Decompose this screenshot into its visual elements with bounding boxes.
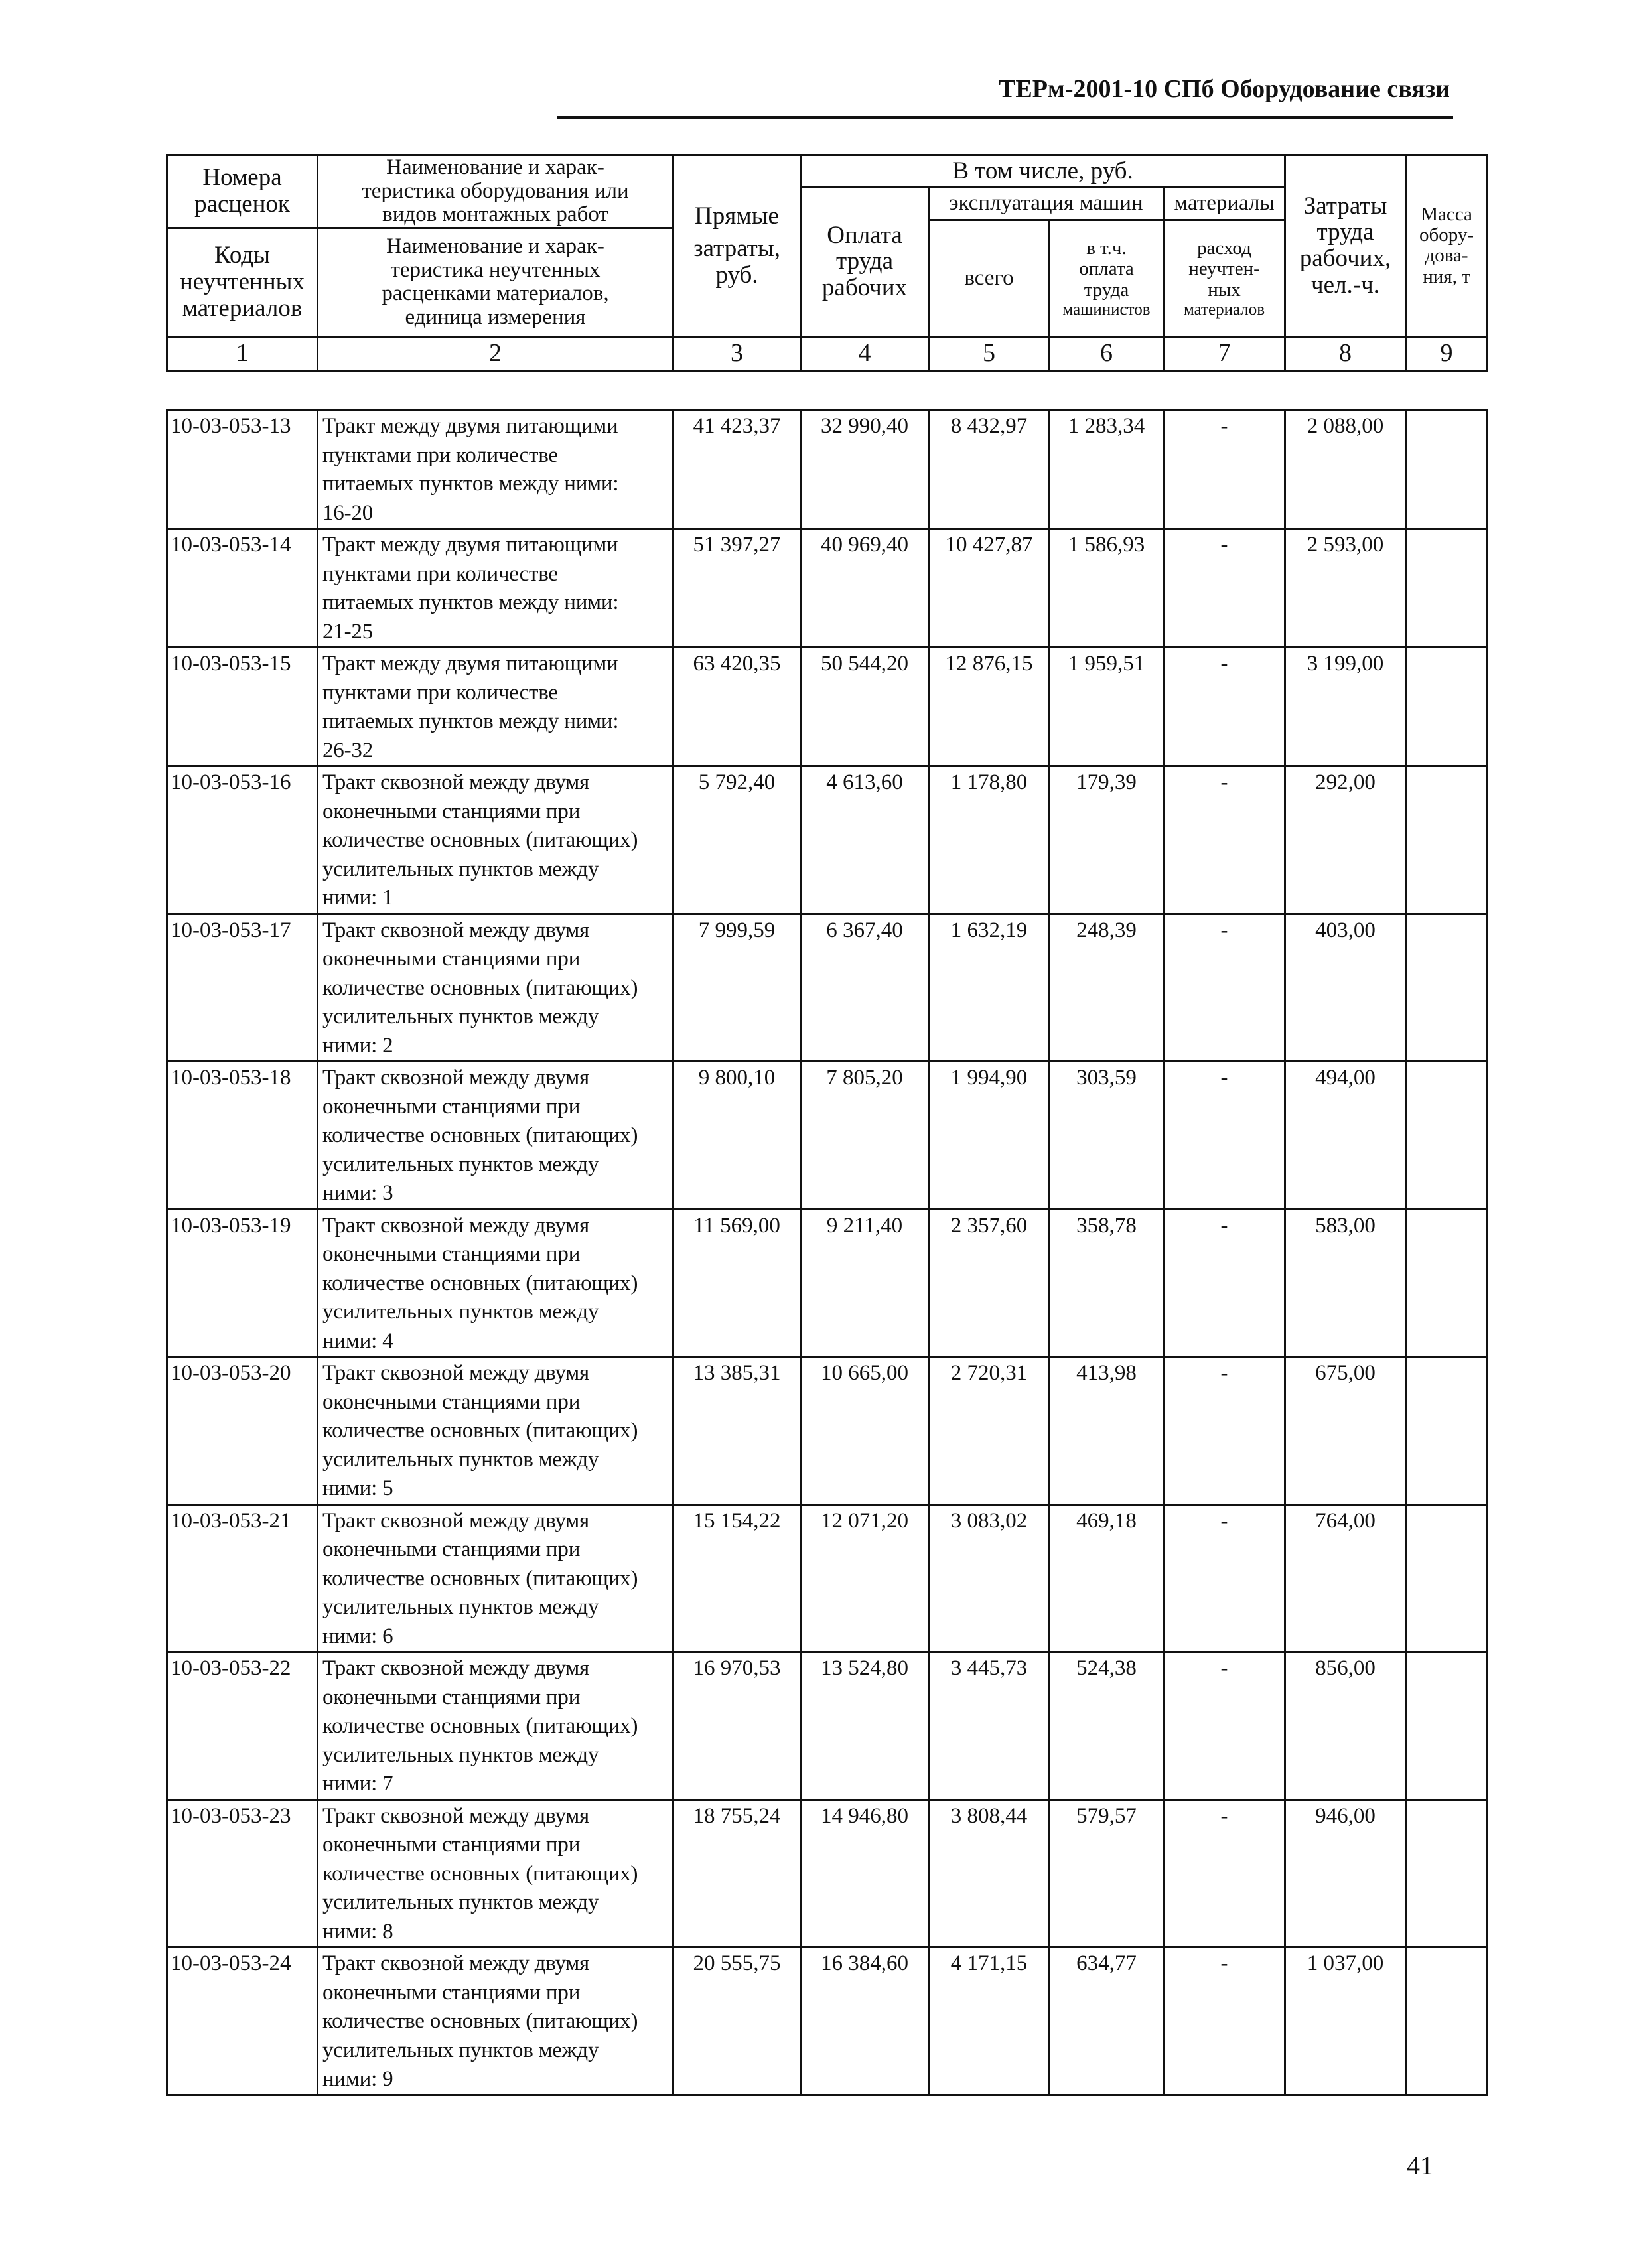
work-name-line: 26-32 [322,738,373,762]
operators-pay-cell: 358,78 [1050,1209,1164,1357]
table-row [167,1504,1488,1652]
work-name-line: Тракт сквозной между двумя [322,1656,589,1680]
work-name-line: питаемых пунктов между ними: [322,472,619,496]
work-name-line: пунктами при количестве [322,443,558,467]
table-row [167,1357,1488,1505]
worker-pay-cell: 12 071,20 [801,1504,929,1652]
rate-code-cell: 10-03-053-22 [167,1652,318,1800]
machines-total-cell: 3 083,02 [929,1504,1050,1652]
equipment-mass-cell [1406,1357,1488,1505]
machines-total-cell: 2 357,60 [929,1209,1050,1357]
table-row [167,766,1488,914]
labor-hours-cell: 2 593,00 [1285,529,1406,648]
operators-pay-cell: 248,39 [1050,914,1164,1062]
work-name-line: усилительных пунктов между [322,857,599,881]
col-machines-total: всего [929,220,1050,336]
col-work-name: Наименование и харак- теристика оборудования или видов монтажных работ [318,155,673,228]
worker-pay-cell: 50 544,20 [801,648,929,766]
materials-cell: - [1164,1209,1285,1357]
column-header-table [166,154,1488,372]
work-name-line: усилительных пунктов между [322,1300,599,1324]
materials-cell: - [1164,1652,1285,1800]
work-name-line: оконечными станциями при [322,947,581,971]
operators-pay-cell: 1 586,93 [1050,529,1164,648]
materials-cell: - [1164,1357,1285,1505]
equipment-mass-cell [1406,1504,1488,1652]
operators-pay-cell: 303,59 [1050,1062,1164,1210]
work-name-line: оконечными станциями при [322,1980,581,2005]
work-name-line: ними: 8 [322,1919,393,1944]
direct-costs-cell: 7 999,59 [673,914,801,1062]
materials-cell: - [1164,648,1285,766]
operators-pay-cell: 634,77 [1050,1948,1164,2095]
work-name-line: оконечными станциями при [322,1833,581,1857]
work-name-cell [318,1062,673,1210]
equipment-mass-cell [1406,766,1488,914]
direct-costs-cell: 63 420,35 [673,648,801,766]
work-name-line: усилительных пунктов между [322,1447,599,1472]
equipment-mass-cell [1406,1062,1488,1210]
work-name-line: пунктами при количестве [322,680,558,705]
machines-total-cell: 12 876,15 [929,648,1050,766]
work-name-line: ними: 7 [322,1772,393,1796]
work-name-line: Тракт сквозной между двумя [322,1066,589,1090]
worker-pay-cell: 13 524,80 [801,1652,929,1800]
materials-cell: - [1164,1800,1285,1948]
col-worker-pay: Оплата труда рабочих [801,187,929,337]
materials-cell: - [1164,529,1285,648]
operators-pay-cell: 413,98 [1050,1357,1164,1505]
labor-hours-cell: 764,00 [1285,1504,1406,1652]
labor-hours-cell: 583,00 [1285,1209,1406,1357]
equipment-mass-cell [1406,1948,1488,2095]
direct-costs-cell: 11 569,00 [673,1209,801,1357]
worker-pay-cell: 4 613,60 [801,766,929,914]
work-name-line: количестве основных (питающих) [322,1419,638,1443]
direct-costs-cell: 5 792,40 [673,766,801,914]
work-name-line: оконечными станциями при [322,1094,581,1119]
labor-hours-cell: 675,00 [1285,1357,1406,1505]
work-name-line: ними: 2 [322,1033,393,1058]
labor-hours-cell: 494,00 [1285,1062,1406,1210]
col-number: 6 [1050,336,1164,370]
rate-code-cell: 10-03-053-18 [167,1062,318,1210]
work-name-line: количестве основных (питающих) [322,1861,638,1886]
col-material-name: Наименование и харак- теристика неучтенных расценками материалов, единица измерения [318,228,673,336]
work-name-cell [318,766,673,914]
rate-code-cell: 10-03-053-21 [167,1504,318,1652]
work-name-line: Тракт сквозной между двумя [322,1804,589,1828]
work-name-line: количестве основных (питающих) [322,828,638,852]
rate-code-cell: 10-03-053-20 [167,1357,318,1505]
materials-cell: - [1164,1062,1285,1210]
work-name-line: Тракт сквозной между двумя [322,1951,589,1975]
col-rate-numbers: Номера расценок [167,155,318,228]
work-name-line: оконечными станциями при [322,1389,581,1414]
work-name-line: Тракт сквозной между двумя [322,1213,589,1238]
col-number: 1 [167,336,318,370]
rate-code-cell: 10-03-053-15 [167,648,318,766]
machines-total-cell: 2 720,31 [929,1357,1050,1505]
table-row [167,1948,1488,2095]
equipment-mass-cell [1406,410,1488,529]
table-row [167,1062,1488,1210]
rate-code-cell: 10-03-053-17 [167,914,318,1062]
work-name-line: усилительных пунктов между [322,1742,599,1767]
work-name-line: Тракт между двумя питающими [322,533,618,557]
table-row [167,1652,1488,1800]
labor-hours-cell: 946,00 [1285,1800,1406,1948]
machines-total-cell: 3 808,44 [929,1800,1050,1948]
work-name-line: количестве основных (питающих) [322,2009,638,2033]
operators-pay-cell: 469,18 [1050,1504,1164,1652]
table-row [167,1800,1488,1948]
col-materials-group: материалы [1164,187,1285,220]
machines-total-cell: 8 432,97 [929,410,1050,529]
worker-pay-cell: 7 805,20 [801,1062,929,1210]
direct-costs-cell: 18 755,24 [673,1800,801,1948]
equipment-mass-cell [1406,914,1488,1062]
direct-costs-cell: 16 970,53 [673,1652,801,1800]
worker-pay-cell: 10 665,00 [801,1357,929,1505]
work-name-line: Тракт сквозной между двумя [322,918,589,942]
work-name-line: оконечными станциями при [322,1537,581,1561]
work-name-cell [318,1800,673,1948]
table-row [167,410,1488,529]
work-name-line: усилительных пунктов между [322,1890,599,1914]
labor-hours-cell: 856,00 [1285,1652,1406,1800]
table-row [167,648,1488,766]
work-name-line: 21-25 [322,619,373,644]
work-name-line: Тракт между двумя питающими [322,414,618,438]
work-name-line: ними: 1 [322,886,393,910]
materials-cell: - [1164,914,1285,1062]
rate-code-cell: 10-03-053-24 [167,1948,318,2095]
worker-pay-cell: 6 367,40 [801,914,929,1062]
work-name-line: ними: 5 [322,1476,393,1500]
direct-costs-cell: 9 800,10 [673,1062,801,1210]
machines-total-cell: 10 427,87 [929,529,1050,648]
worker-pay-cell: 9 211,40 [801,1209,929,1357]
direct-costs-cell: 41 423,37 [673,410,801,529]
work-name-line: усилительных пунктов между [322,2038,599,2062]
work-name-line: усилительных пунктов между [322,1005,599,1028]
work-name-line: Тракт сквозной между двумя [322,770,589,794]
work-name-cell [318,1948,673,2095]
work-name-line: питаемых пунктов между ними: [322,591,619,614]
header-rule [557,116,1453,119]
labor-hours-cell: 292,00 [1285,766,1406,914]
rate-code-cell: 10-03-053-14 [167,529,318,648]
work-name-line: усилительных пунктов между [322,1152,599,1176]
work-name-cell [318,1209,673,1357]
col-equipment-mass: Масса обору- дова- ния, т [1406,155,1488,337]
running-header-title: ТЕРм-2001-10 СПб Оборудование связи [999,75,1450,103]
operators-pay-cell: 1 959,51 [1050,648,1164,766]
col-number: 7 [1164,336,1285,370]
page-number: 41 [1407,2151,1433,2180]
worker-pay-cell: 40 969,40 [801,529,929,648]
table-row [167,529,1488,648]
rate-code-cell: 10-03-053-19 [167,1209,318,1357]
work-name-line: количестве основных (питающих) [322,1123,638,1147]
work-name-cell [318,914,673,1062]
machines-total-cell: 1 994,90 [929,1062,1050,1210]
rates-table [166,409,1488,2096]
work-name-cell [318,1652,673,1800]
worker-pay-cell: 32 990,40 [801,410,929,529]
work-name-line: ними: 3 [322,1181,393,1205]
col-labor-hours: Затраты труда рабочих, чел.-ч. [1285,155,1406,337]
col-number: 3 [673,336,801,370]
col-operators-pay: в т.ч. оплата труда машинистов [1050,220,1164,336]
materials-cell: - [1164,1948,1285,2095]
work-name-line: ними: 4 [322,1328,393,1353]
rate-code-cell: 10-03-053-23 [167,1800,318,1948]
work-name-cell [318,410,673,529]
work-name-cell [318,529,673,648]
col-number: 2 [318,336,673,370]
work-name-line: Тракт между двумя питающими [322,652,618,675]
work-name-cell [318,1357,673,1505]
labor-hours-cell: 2 088,00 [1285,410,1406,529]
labor-hours-cell: 1 037,00 [1285,1948,1406,2095]
work-name-line: ними: 9 [322,2067,393,2091]
work-name-line: ними: 6 [322,1624,393,1648]
work-name-line: оконечными станциями при [322,799,581,823]
equipment-mass-cell [1406,1652,1488,1800]
work-name-line: 16-20 [322,500,373,525]
operators-pay-cell: 179,39 [1050,766,1164,914]
work-name-line: количестве основных (питающих) [322,1714,638,1738]
labor-hours-cell: 3 199,00 [1285,648,1406,766]
worker-pay-cell: 16 384,60 [801,1948,929,2095]
direct-costs-cell: 13 385,31 [673,1357,801,1505]
direct-costs-cell: 20 555,75 [673,1948,801,2095]
col-number: 8 [1285,336,1406,370]
work-name-line: питаемых пунктов между ними: [322,709,619,733]
rate-code-cell: 10-03-053-16 [167,766,318,914]
col-number: 5 [929,336,1050,370]
work-name-line: оконечными станциями при [322,1685,581,1709]
work-name-line: количестве основных (питающих) [322,975,638,1000]
operators-pay-cell: 579,57 [1050,1800,1164,1948]
work-name-line: Тракт сквозной между двумя [322,1361,589,1385]
work-name-line: количестве основных (питающих) [322,1271,638,1295]
materials-cell: - [1164,1504,1285,1652]
machines-total-cell: 3 445,73 [929,1652,1050,1800]
col-machine-operation: эксплуатация машин [929,187,1164,220]
table-row [167,914,1488,1062]
operators-pay-cell: 524,38 [1050,1652,1164,1800]
labor-hours-cell: 403,00 [1285,914,1406,1062]
operators-pay-cell: 1 283,34 [1050,410,1164,529]
table-row [167,1209,1488,1357]
col-number: 4 [801,336,929,370]
work-name-line: Тракт сквозной между двумя [322,1508,589,1533]
work-name-line: пунктами при количестве [322,561,558,586]
work-name-cell [318,648,673,766]
work-name-line: количестве основных (питающих) [322,1566,638,1591]
work-name-line: оконечными станциями при [322,1242,581,1266]
equipment-mass-cell [1406,1209,1488,1357]
col-direct-costs: Прямые затраты, руб. [673,155,801,337]
equipment-mass-cell [1406,1800,1488,1948]
col-material-codes: Коды неучтенных материалов [167,228,318,336]
work-name-line: усилительных пунктов между [322,1595,599,1619]
col-number: 9 [1406,336,1488,370]
equipment-mass-cell [1406,648,1488,766]
rate-code-cell: 10-03-053-13 [167,410,318,529]
materials-cell: - [1164,410,1285,529]
machines-total-cell: 1 632,19 [929,914,1050,1062]
machines-total-cell: 1 178,80 [929,766,1050,914]
worker-pay-cell: 14 946,80 [801,1800,929,1948]
machines-total-cell: 4 171,15 [929,1948,1050,2095]
equipment-mass-cell [1406,529,1488,648]
work-name-cell [318,1504,673,1652]
col-unaccounted-materials: расход неучтен- ных материалов [1164,220,1285,336]
direct-costs-cell: 15 154,22 [673,1504,801,1652]
col-group-including: В том числе, руб. [801,155,1285,187]
direct-costs-cell: 51 397,27 [673,529,801,648]
materials-cell: - [1164,766,1285,914]
